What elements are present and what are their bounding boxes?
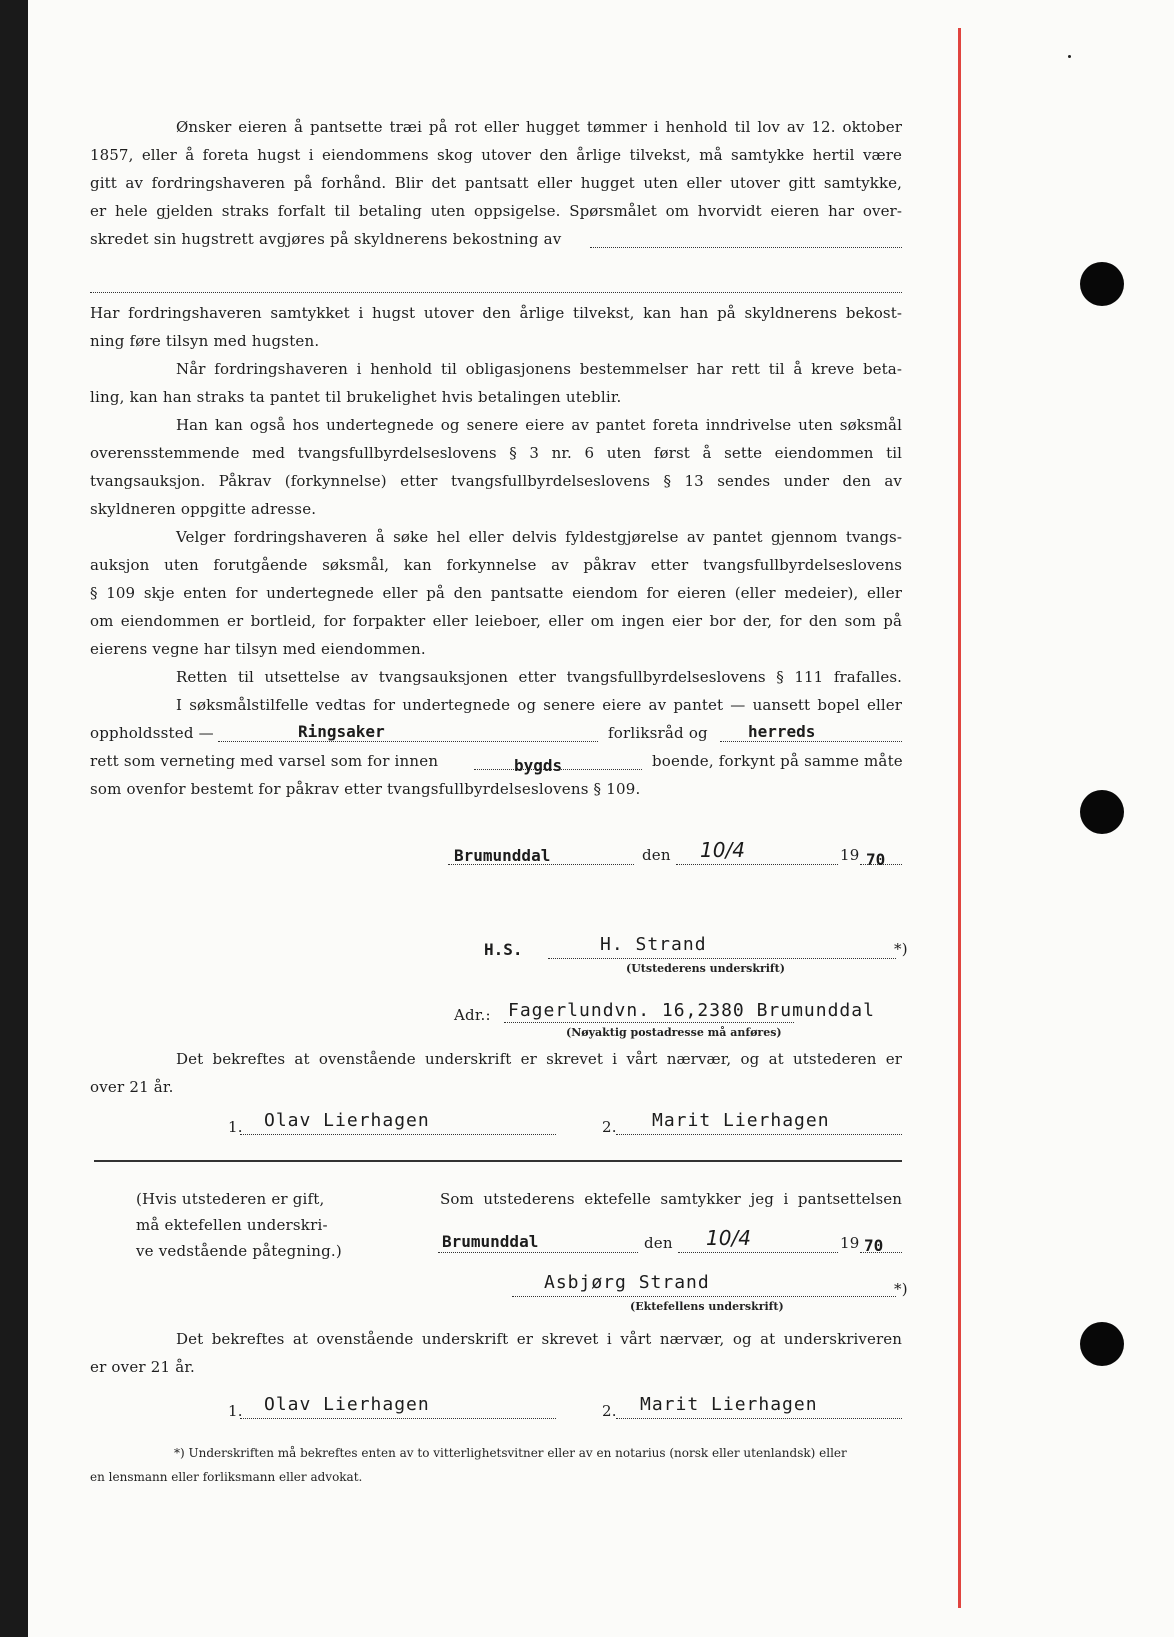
spouse-note-line-1: (Hvis utstederen er gift, <box>136 1190 325 1208</box>
address-fill <box>504 1022 794 1023</box>
punch-hole-top <box>1080 262 1124 306</box>
address-caption: (Nøyaktig postadresse må anføres) <box>566 1026 782 1039</box>
p3-line-2: ling, kan han straks ta pantet til brukelighet hvis betalingen uteblir. <box>90 388 622 406</box>
witness2-signature-1: Olav Lierhagen <box>264 1394 430 1415</box>
p3-line-1: Når fordringshaveren i henhold til obligasjonens bestemmelser har rett til å kreve beta- <box>176 360 902 378</box>
spouse-sig-mark: *) <box>894 1280 908 1298</box>
forliksrad-value: Ringsaker <box>298 722 385 741</box>
issuer-sig-caption: (Utstederens underskrift) <box>626 962 785 975</box>
spouse-sig-caption: (Ektefellens underskrift) <box>630 1300 784 1313</box>
p5-line-3: § 109 skje enten for undertegnede eller på den pantsatte eiendom for eieren (eller medeier), eller <box>90 584 902 602</box>
punch-hole-bottom <box>1080 1322 1124 1366</box>
p1-line-1: Ønsker eieren å pantsette træi på rot eller hugget tømmer i henhold til lov av 12. oktober <box>176 118 902 136</box>
p4-line-1: Han kan også hos undertegnede og senere eiere av pantet foreta inndrivelse uten søksmål <box>176 416 902 434</box>
p7-line-3-b: boende, forkynt på samme måte <box>652 752 903 770</box>
p5-line-1: Velger fordringshaveren å søke hel eller delvis fyldestgjørelse av pantet gjennom tvangs- <box>176 528 902 546</box>
p1-line-5: skredet sin hugstrett avgjøres på skyldnerens bekostning av <box>90 230 562 248</box>
issuer-date: 10/4 <box>700 838 745 862</box>
address-label: Adr.: <box>454 1006 491 1024</box>
footnote-line-2: en lensmann eller forliksmann eller advokat. <box>90 1470 363 1484</box>
p5-line-4: om eiendommen er bortleid, for forpakter eller leieboer, eller om ingen eier bor der, for den som på <box>90 612 902 630</box>
witness1-fill-2 <box>616 1134 902 1135</box>
issuer-initials: H.S. <box>484 940 523 959</box>
p7-line-2-b: forliksråd og <box>608 724 708 742</box>
p4-line-3: tvangsauksjon. Påkrav (forkynnelse) etter tvangsfullbyrdelseslovens § 13 sendes under den av <box>90 472 902 490</box>
herreds-fill-line <box>720 741 902 742</box>
p6-line: Retten til utsettelse av tvangsauksjonen etter tvangsfullbyrdelseslovens § 111 frafalles. <box>176 668 902 686</box>
p2-line-2: ning føre tilsyn med hugsten. <box>90 332 320 350</box>
p1-line-2: 1857, eller å foreta hugst i eiendommens skog utover den årlige tilvekst, må samtykke hertil være <box>90 146 902 164</box>
bygds-value: bygds <box>514 756 563 775</box>
witness2-text-line-2: er over 21 år. <box>90 1358 196 1376</box>
witness2-text-line-1: Det bekreftes at ovenstående underskrift er skrevet i vårt nærvær, og at underskriveren <box>176 1330 902 1348</box>
spouse-consent: Som utstederens ektefelle samtykker jeg i pantsettelsen <box>440 1190 902 1208</box>
spouse-signature-fill <box>512 1296 896 1297</box>
p7-line-1: I søksmålstilfelle vedtas for undertegnede og senere eiere av pantet — uansett bopel eller <box>176 696 902 714</box>
section-divider <box>94 1160 902 1162</box>
witness1-fill-1 <box>240 1134 556 1135</box>
witness2-number-2: 2. <box>602 1402 617 1420</box>
spouse-den-label: den <box>644 1234 673 1252</box>
witness2-number-1: 1. <box>228 1402 243 1420</box>
spouse-signature: Asbjørg Strand <box>544 1272 710 1293</box>
document-page <box>28 0 1174 1637</box>
ink-speck <box>1068 55 1071 58</box>
address-value: Fagerlundvn. 16,2380 Brumunddal <box>508 1000 875 1021</box>
issuer-signature-fill <box>548 958 896 959</box>
spouse-date-fill <box>678 1252 838 1253</box>
witness2-signature-2: Marit Lierhagen <box>640 1394 818 1415</box>
p7-line-4: som ovenfor bestemt for påkrav etter tvangsfullbyrdelseslovens § 109. <box>90 780 641 798</box>
issuer-year-prefix: 19 <box>840 846 860 864</box>
issuer-year: 70 <box>866 850 886 869</box>
p7-line-2-a: oppholdssted — <box>90 724 214 742</box>
p1-line-4: er hele gjelden straks forfalt til betaling uten oppsigelse. Spørsmålet om hvorvidt eieren har over- <box>90 202 902 220</box>
red-margin-line <box>958 28 961 1608</box>
issuer-place: Brumunddal <box>454 846 551 865</box>
spouse-date: 10/4 <box>706 1226 751 1250</box>
issuer-date-fill <box>676 864 838 865</box>
p4-line-4: skyldneren oppgitte adresse. <box>90 500 317 518</box>
footnote-line-1: *) Underskriften må bekreftes enten av to vitterlighetsvitner eller av en notarius (norsk eller utenlandsk) eller <box>174 1446 847 1460</box>
spouse-place-fill <box>438 1252 638 1253</box>
spouse-year-prefix: 19 <box>840 1234 860 1252</box>
p5-line-5: eierens vegne har tilsyn med eiendommen. <box>90 640 426 658</box>
spouse-year: 70 <box>864 1236 884 1255</box>
spouse-note-line-2: må ektefellen underskri- <box>136 1216 328 1234</box>
spouse-place: Brumunddal <box>442 1232 539 1251</box>
forliksrad-fill-line <box>218 741 598 742</box>
dotted-fill-line <box>590 247 902 248</box>
herreds-value: herreds <box>748 722 816 741</box>
issuer-signature: H. Strand <box>600 934 707 955</box>
witness2-fill-2 <box>616 1418 902 1419</box>
p2-line-1: Har fordringshaveren samtykket i hugst utover den årlige tilvekst, kan han på skyldnerens bekost- <box>90 304 902 322</box>
witness1-text-line-1: Det bekreftes at ovenstående underskrift er skrevet i vårt nærvær, og at utstederen er <box>176 1050 902 1068</box>
witness1-text-line-2: over 21 år. <box>90 1078 174 1096</box>
spouse-note-line-3: ve vedstående påtegning.) <box>136 1242 342 1260</box>
dotted-fill-line-full <box>90 292 902 293</box>
p4-line-2: overensstemmende med tvangsfullbyrdelseslovens § 3 nr. 6 uten først å sette eiendommen til <box>90 444 902 462</box>
p7-line-3-a: rett som verneting med varsel som for innen <box>90 752 439 770</box>
witness1-number-2: 2. <box>602 1118 617 1136</box>
p5-line-2: auksjon uten forutgående søksmål, kan forkynnelse av påkrav etter tvangsfullbyrdelseslovens <box>90 556 902 574</box>
witness1-signature-1: Olav Lierhagen <box>264 1110 430 1131</box>
issuer-sig-mark: *) <box>894 940 908 958</box>
witness2-fill-1 <box>240 1418 556 1419</box>
issuer-den-label: den <box>642 846 671 864</box>
punch-hole-middle <box>1080 790 1124 834</box>
witness1-number-1: 1. <box>228 1118 243 1136</box>
witness1-signature-2: Marit Lierhagen <box>652 1110 830 1131</box>
p1-line-3: gitt av fordringshaveren på forhånd. Blir det pantsatt eller hugget uten eller utover gitt samtykke, <box>90 174 902 192</box>
